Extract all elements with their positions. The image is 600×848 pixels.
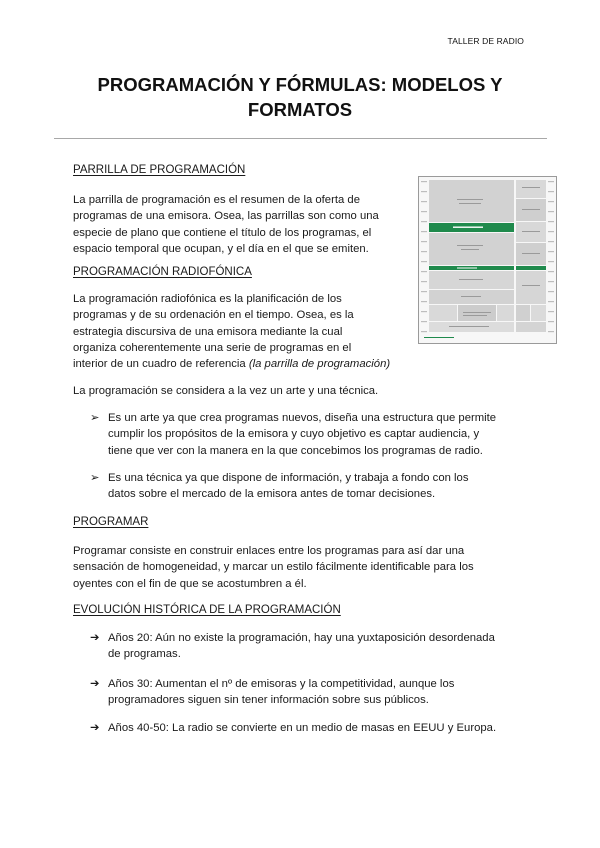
list-item-tecnica: [90, 470, 468, 503]
text-line: estrategia discursiva de una emisora mediante la cual: [73, 325, 343, 338]
text-line: Años 20: Aún no existe la programación, hay una yuxtaposición desordenada: [108, 632, 495, 644]
arrow-bullet-icon: ➔: [90, 722, 100, 734]
heading-evolucion: EVOLUCIÓN HISTÓRICA DE LA PROGRAMACIÓN: [73, 604, 341, 616]
text-line: Años 30: Aumentan el nº de emisoras y la competitividad, aunque los: [108, 678, 455, 690]
heading-radiofonica: PROGRAMACIÓN RADIOFÓNICA: [73, 266, 252, 278]
list-item-arte: [90, 410, 496, 459]
text-line: Programar consiste en construir enlaces entre los programas para así dar una: [73, 545, 465, 557]
text-line: La programación radiofónica es la planificación de los: [73, 293, 342, 305]
text-italic: (la parrilla de programación): [248, 358, 391, 371]
text-line: sensación de homogeneidad, y marcar un estilo fácilmente identificable para los: [73, 561, 474, 574]
text-line: programas de una emisora. Osea, las parrillas son como una: [73, 210, 379, 223]
paragraph-arte-tecnica: La programación se considera a la vez un arte y una técnica.: [73, 385, 379, 397]
arrow-bullet-icon: ➔: [90, 678, 100, 690]
text-line: oyentes con el fin de que se acostumbren a él.: [73, 577, 307, 590]
text-line: de programas.: [108, 648, 181, 661]
text-line: [73, 356, 390, 372]
text-line: tiene que ver con la manera en la que concebimos los programas de radio.: [108, 444, 483, 457]
text-line: datos sobre el mercado de la emisora antes de tomar decisiones.: [108, 488, 436, 501]
title-divider: [54, 138, 547, 139]
course-header: TALLER DE RADIO: [447, 36, 524, 46]
text-line: Es un arte ya que crea programas nuevos, diseña una estructura que permite: [108, 412, 497, 424]
arrow-bullet-icon: ➢: [90, 412, 100, 424]
paragraph-parrilla: [73, 192, 379, 257]
text-line: organiza coherentemente una serie de programas en el: [73, 341, 352, 354]
heading-parrilla: PARRILLA DE PROGRAMACIÓN: [73, 164, 246, 176]
arrow-bullet-icon: ➔: [90, 632, 100, 644]
text-line: espacio temporal que ocupan, y el día en el que se emiten.: [73, 242, 369, 255]
text-line: Años 40-50: La radio se convierte en un medio de masas en EEUU y Europa.: [108, 722, 497, 734]
paragraph-radiofonica: [73, 291, 390, 372]
programming-grid-image: [418, 176, 557, 344]
heading-programar: PROGRAMAR: [73, 516, 149, 528]
page-title-line-2: FORMATOS: [247, 99, 353, 120]
text-line: La parrilla de programación es el resumen de la oferta de: [73, 194, 360, 206]
text-line: Es una técnica ya que dispone de información, y trabaja a fondo con los: [108, 472, 469, 484]
text-plain: interior de un cuadro de referencia: [73, 358, 249, 371]
page-title: [60, 72, 540, 122]
text-line: cumplir los propósitos de la emisora y cuyo objetivo es captar audiencia, y: [108, 428, 480, 441]
page-title-line-1: PROGRAMACIÓN Y FÓRMULAS: MODELOS Y: [97, 74, 503, 95]
arrow-bullet-icon: ➢: [90, 472, 100, 484]
list-item-anos-20: [90, 630, 495, 663]
text-line: especie de plano que contiene el título de los programas, el: [73, 226, 372, 239]
text-line: programas y de su ordenación en el tiempo. Osea, es la: [73, 309, 354, 322]
list-item-anos-40-50: [90, 720, 496, 736]
paragraph-programar: [73, 543, 474, 592]
list-item-anos-30: [90, 676, 454, 709]
text-line: programadores siguen sin tener información sobre sus públicos.: [108, 694, 429, 707]
